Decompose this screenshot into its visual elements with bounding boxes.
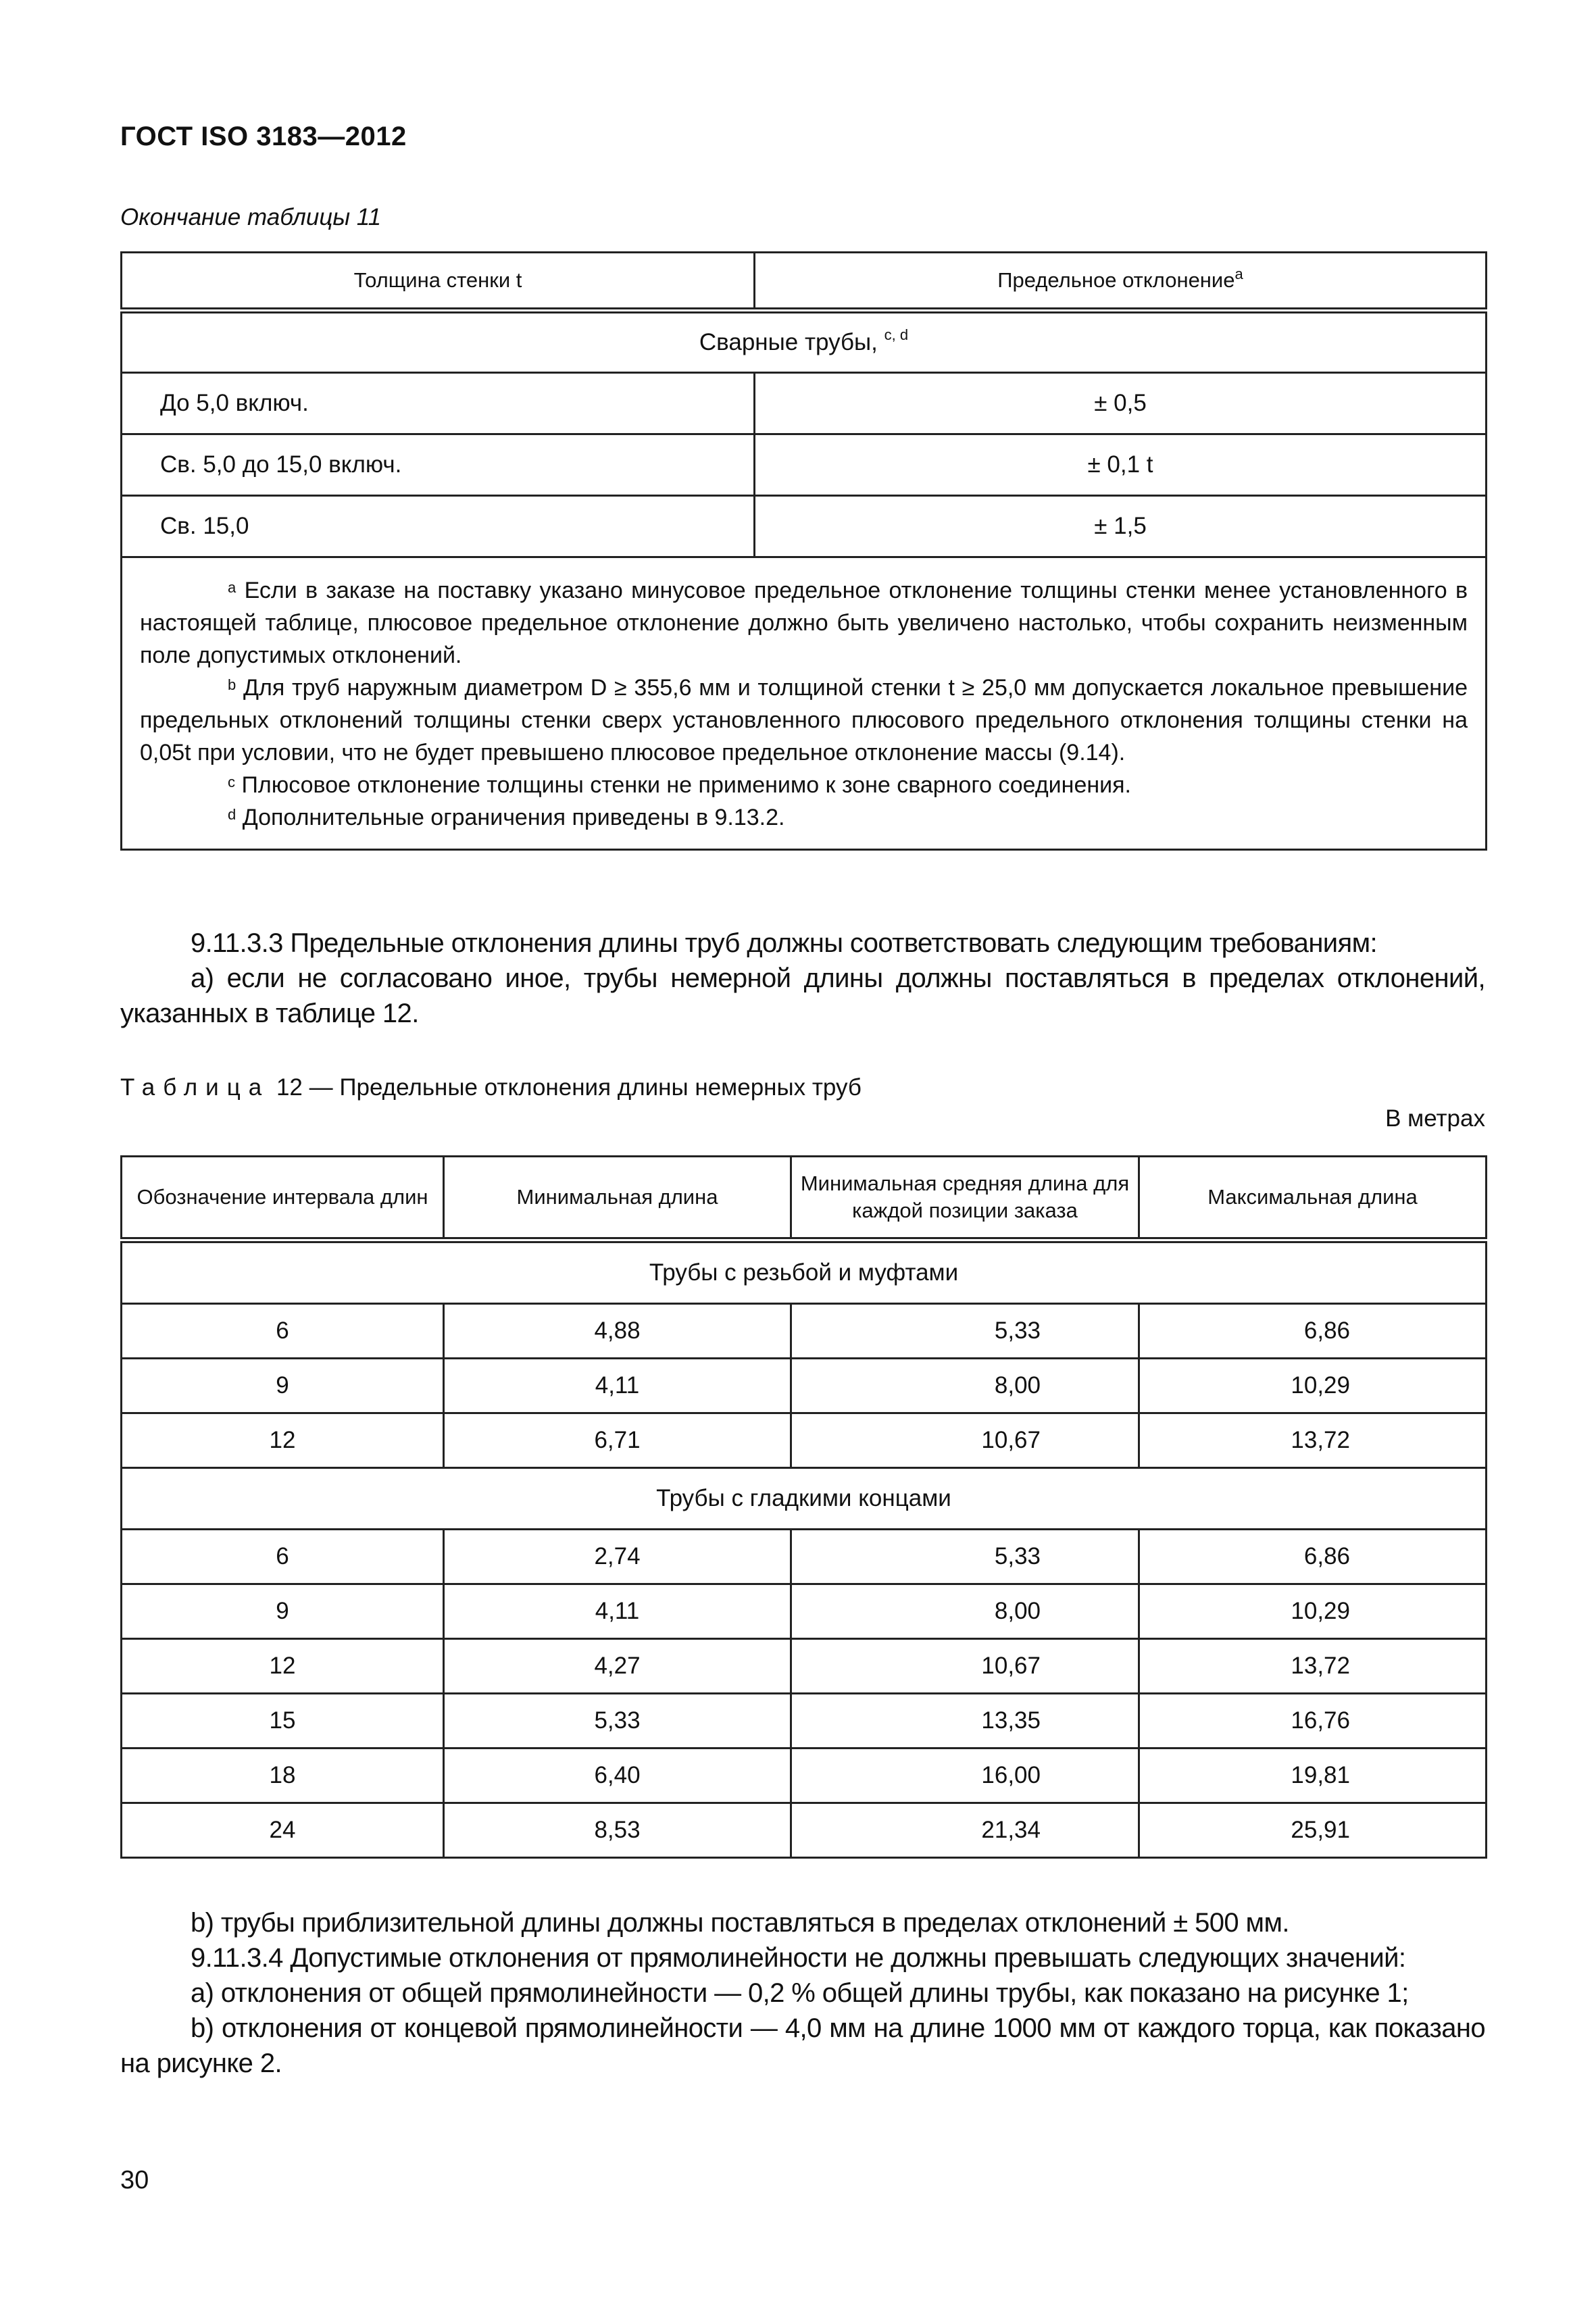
table-cell: 4,11 bbox=[444, 1584, 791, 1639]
table12-header-interval: Обозначение интервала длин bbox=[122, 1157, 444, 1240]
table-cell: 6,86 bbox=[1139, 1304, 1487, 1359]
footnote: $^d$ Дополнительные ограничения приведены в 9.13.2. bbox=[228, 805, 785, 830]
table-row bbox=[122, 373, 1487, 434]
table11-notes-row bbox=[122, 557, 1487, 850]
table11-notes bbox=[122, 557, 1487, 850]
table-cell: 6,86 bbox=[1139, 1530, 1487, 1584]
table-cell: 8,53 bbox=[444, 1803, 791, 1858]
table-cell: 5,33 bbox=[791, 1530, 1139, 1584]
table-cell: 10,67 bbox=[791, 1639, 1139, 1694]
table-12 bbox=[120, 1155, 1487, 1859]
page-number: 30 bbox=[120, 2166, 149, 2194]
table-cell: 10,29 bbox=[1139, 1359, 1487, 1413]
table-cell: 18 bbox=[122, 1749, 444, 1803]
body-paragraphs-top bbox=[120, 926, 1485, 1031]
table12-group1-row bbox=[122, 1240, 1487, 1304]
table-cell: 12 bbox=[122, 1413, 444, 1468]
table12-header-min-length: Минимальная длина bbox=[444, 1157, 791, 1240]
table12-header-row bbox=[122, 1157, 1487, 1240]
document-header: ГОСТ ISO 3183—2012 bbox=[120, 122, 407, 151]
table-cell: 4,11 bbox=[444, 1359, 791, 1413]
table12-header-max-length: Максимальная длина bbox=[1139, 1157, 1487, 1240]
table-cell: 10,29 bbox=[1139, 1584, 1487, 1639]
table-row bbox=[122, 434, 1487, 496]
table-cell: 12 bbox=[122, 1639, 444, 1694]
table11-group-title: Сварные трубы, $^{c, d}$ bbox=[122, 311, 1487, 373]
table11-cell-deviation: ± 1,5 bbox=[755, 496, 1487, 557]
table-cell: 6,71 bbox=[444, 1413, 791, 1468]
table-cell: 8,00 bbox=[791, 1359, 1139, 1413]
table12-caption: Таблица 12 — Предельные отклонения длины немерных труб bbox=[120, 1074, 862, 1101]
body-paragraphs-bottom bbox=[120, 1905, 1485, 2081]
table-cell: 6 bbox=[122, 1304, 444, 1359]
table11-group-row bbox=[122, 311, 1487, 373]
table-cell: 13,72 bbox=[1139, 1639, 1487, 1694]
table11-cell-thickness: Св. 15,0 bbox=[122, 496, 755, 557]
table12-header-min-avg-length: Минимальная средняя длина для каждой позиции заказа bbox=[791, 1157, 1139, 1240]
paragraph: a) отклонения от общей прямолинейности — 0,2 % общей длины трубы, как показано на рисунке 1; bbox=[191, 1978, 1409, 2008]
table-cell: 6,40 bbox=[444, 1749, 791, 1803]
table11-header-row bbox=[122, 253, 1487, 311]
table-cell: 16,76 bbox=[1139, 1694, 1487, 1749]
table-cell: 24 bbox=[122, 1803, 444, 1858]
paragraph: 9.11.3.4 Допустимые отклонения от прямолинейности не должны превышать следующих значений: bbox=[191, 1943, 1406, 1973]
table-cell: 10,67 bbox=[791, 1413, 1139, 1468]
table11-caption: Окончание таблицы 11 bbox=[120, 204, 382, 230]
paragraph: b) отклонения от концевой прямолинейности — 4,0 мм на длине 1000 мм от каждого торца, как показано на рисунке 2. bbox=[120, 2013, 1485, 2078]
table11-col-thickness-header: Толщина стенки t bbox=[122, 253, 755, 311]
table-cell: 8,00 bbox=[791, 1584, 1139, 1639]
table-cell: 2,74 bbox=[444, 1530, 791, 1584]
table11-cell-thickness: Св. 5,0 до 15,0 включ. bbox=[122, 434, 755, 496]
table-11 bbox=[120, 251, 1487, 851]
table12-group1-title: Трубы с резьбой и муфтами bbox=[122, 1240, 1487, 1304]
table-cell: 16,00 bbox=[791, 1749, 1139, 1803]
table-row bbox=[122, 1584, 1487, 1639]
table11-cell-deviation: ± 0,5 bbox=[755, 373, 1487, 434]
table12-group2-row bbox=[122, 1468, 1487, 1530]
table-row bbox=[122, 1749, 1487, 1803]
table-row bbox=[122, 1694, 1487, 1749]
paragraph: 9.11.3.3 Предельные отклонения длины труб должны соответствовать следующим требованиям: bbox=[191, 928, 1378, 958]
table-cell: 9 bbox=[122, 1359, 444, 1413]
table12-units: В метрах bbox=[1385, 1105, 1485, 1132]
footnote: $^c$ Плюсовое отклонение толщины стенки не применимо к зоне сварного соединения. bbox=[228, 772, 1131, 798]
table-cell: 5,33 bbox=[791, 1304, 1139, 1359]
paragraph: b) трубы приблизительной длины должны поставляться в пределах отклонений ± 500 мм. bbox=[191, 1908, 1289, 1938]
table-row bbox=[122, 1803, 1487, 1858]
table11-cell-deviation: ± 0,1 t bbox=[755, 434, 1487, 496]
table-cell: 13,35 bbox=[791, 1694, 1139, 1749]
table-cell: 21,34 bbox=[791, 1803, 1139, 1858]
table-row bbox=[122, 1359, 1487, 1413]
table-cell: 19,81 bbox=[1139, 1749, 1487, 1803]
table-cell: 5,33 bbox=[444, 1694, 791, 1749]
table-cell: 15 bbox=[122, 1694, 444, 1749]
table12-group2-title: Трубы с гладкими концами bbox=[122, 1468, 1487, 1530]
table-row bbox=[122, 496, 1487, 557]
table-cell: 9 bbox=[122, 1584, 444, 1639]
table-row bbox=[122, 1413, 1487, 1468]
table-cell: 13,72 bbox=[1139, 1413, 1487, 1468]
table-cell: 6 bbox=[122, 1530, 444, 1584]
table-row bbox=[122, 1530, 1487, 1584]
footnote: $^a$ Если в заказе на поставку указано минусовое предельное отклонение толщины стенки менее установленного в настоящей таблице, плюсовое предельное отклонение должно быть увеличено настолько, чтобы сохранить неизменным поле допустимых отклонений. bbox=[140, 578, 1468, 668]
footnote: $^b$ Для труб наружным диаметром D ≥ 355,6 мм и толщиной стенки t ≥ 25,0 мм допускается локальное превышение предельных отклонений толщины стенки сверх установленного плюсового предельного отклонения толщины стенки на 0,05t при условии, что не будет превышено плюсовое предельное отклонение массы (9.14). bbox=[140, 675, 1468, 765]
table11-col-deviation-header: Предельное отклонение$^a$ bbox=[755, 253, 1487, 311]
paragraph: a) если не согласовано иное, трубы немерной длины должны поставляться в пределах отклонений, указанных в таблице 12. bbox=[120, 963, 1485, 1028]
table-cell: 25,91 bbox=[1139, 1803, 1487, 1858]
table11-cell-thickness: До 5,0 включ. bbox=[122, 373, 755, 434]
table-row bbox=[122, 1639, 1487, 1694]
table-cell: 4,88 bbox=[444, 1304, 791, 1359]
table-cell: 4,27 bbox=[444, 1639, 791, 1694]
table-row bbox=[122, 1304, 1487, 1359]
